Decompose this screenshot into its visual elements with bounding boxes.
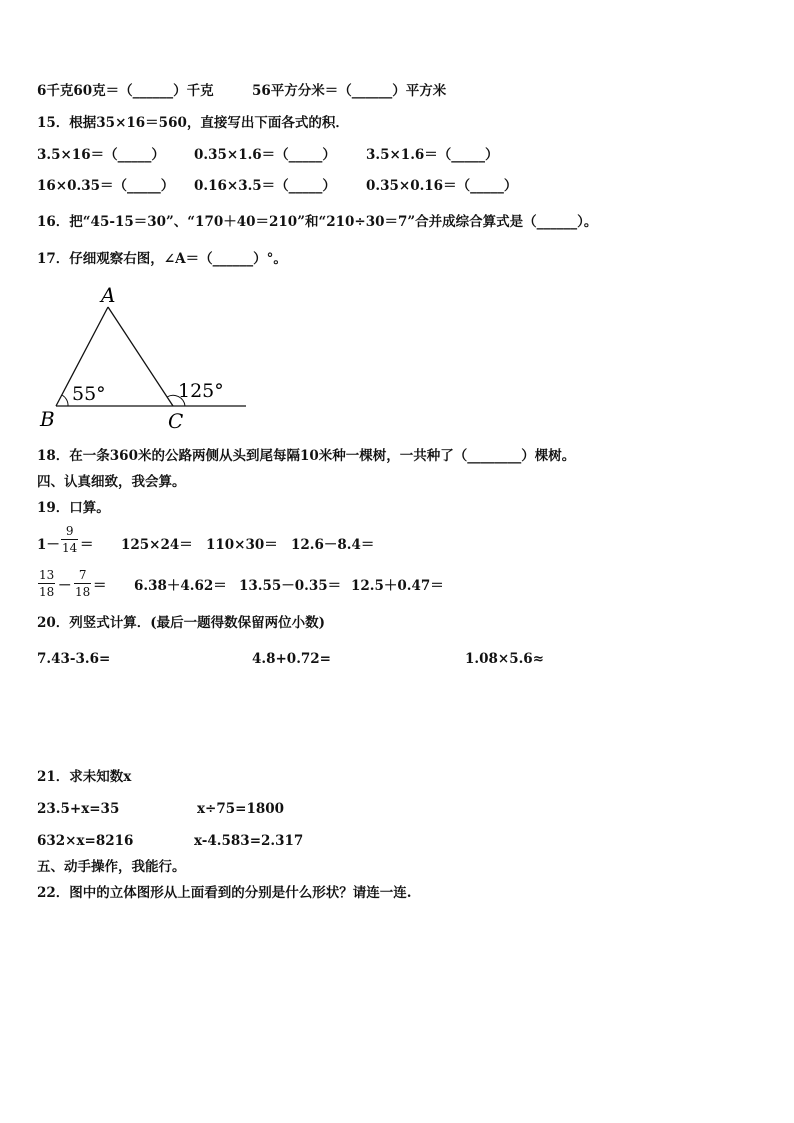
fraction-numerator: 7 — [78, 568, 87, 582]
angle-b-value: 55° — [72, 383, 106, 405]
fraction-9-14 — [61, 524, 78, 555]
q19-item: 12.5＋0.47＝ — [351, 578, 444, 594]
q19-equals: ＝ — [93, 578, 107, 594]
q20-item: 4.8+0.72= — [252, 651, 331, 667]
q19-item: 13.55－0.35＝ — [239, 578, 342, 594]
vertex-b-label: B — [40, 407, 55, 431]
section-5-heading: 五、动手操作，我能行。 — [37, 859, 186, 875]
unit-conversion-area: 56平方分米＝（______）平方米 — [252, 83, 447, 99]
q19-item: 12.6－8.4＝ — [291, 537, 375, 553]
q19-minus: － — [58, 578, 72, 594]
question-15-title: 15．根据35×16＝560，直接写出下面各式的积． — [37, 115, 349, 131]
q19-item: 125×24＝ — [121, 537, 193, 553]
question-20-title: 20．列竖式计算．(最后一题得数保留两位小数) — [37, 615, 326, 631]
question-21-title: 21．求未知数x — [37, 769, 132, 785]
angle-c-exterior-value: 125° — [178, 380, 224, 402]
fraction-13-18 — [38, 568, 55, 599]
fraction-denominator: 18 — [75, 585, 91, 599]
fraction-denominator: 14 — [62, 541, 78, 555]
q15-item: 0.35×0.16＝（_____） — [366, 178, 518, 194]
question-19-title: 19．口算。 — [37, 500, 110, 516]
question-22: 22．图中的立体图形从上面看到的分别是什么形状？请连一连. — [37, 885, 412, 901]
q21-item: 632×x=8216 — [37, 833, 134, 849]
fraction-numerator: 9 — [65, 524, 74, 538]
fraction-numerator: 13 — [39, 568, 55, 582]
q21-item: x÷75=1800 — [197, 801, 285, 817]
section-4-heading: 四、认真细致，我会算。 — [37, 474, 186, 490]
fraction-bar — [74, 583, 91, 584]
q21-item: 23.5+x=35 — [37, 801, 120, 817]
fraction-denominator: 18 — [39, 585, 55, 599]
q21-item: x-4.583=2.317 — [194, 833, 304, 849]
triangle-figure — [30, 282, 260, 432]
angle-b-arc — [62, 395, 68, 406]
fraction-bar — [38, 583, 55, 584]
question-18: 18．在一条360米的公路两侧从头到尾每隔10米种一棵树，一共种了（________）棵树。 — [37, 448, 576, 464]
unit-conversion-kg: 6千克60克＝（______）千克 — [37, 83, 214, 99]
q15-item: 16×0.35＝（_____） — [37, 178, 175, 194]
q15-item: 0.35×1.6＝（_____） — [194, 147, 336, 163]
question-17: 17．仔细观察右图，∠A＝（______）°。 — [37, 251, 287, 267]
q15-item: 3.5×1.6＝（_____） — [366, 147, 499, 163]
q19-item: 6.38＋4.62＝ — [134, 578, 227, 594]
q20-item: 7.43-3.6= — [37, 651, 111, 667]
question-16: 16．把“45-15＝30”、“170＋40＝210”和“210÷30＝7”合并成综合算式是（______）。 — [37, 214, 598, 230]
fraction-bar — [61, 539, 78, 540]
q20-item: 1.08×5.6≈ — [465, 651, 544, 667]
vertex-c-label: C — [168, 409, 184, 432]
q19-item: 110×30＝ — [206, 537, 278, 553]
side-ac — [108, 307, 173, 406]
q15-item: 0.16×3.5＝（_____） — [194, 178, 336, 194]
q19-lead: 1－ — [37, 537, 60, 553]
q15-item: 3.5×16＝（_____） — [37, 147, 165, 163]
fraction-7-18 — [74, 568, 91, 599]
vertex-a-label: A — [101, 283, 116, 307]
q19-equals: ＝ — [80, 537, 94, 553]
